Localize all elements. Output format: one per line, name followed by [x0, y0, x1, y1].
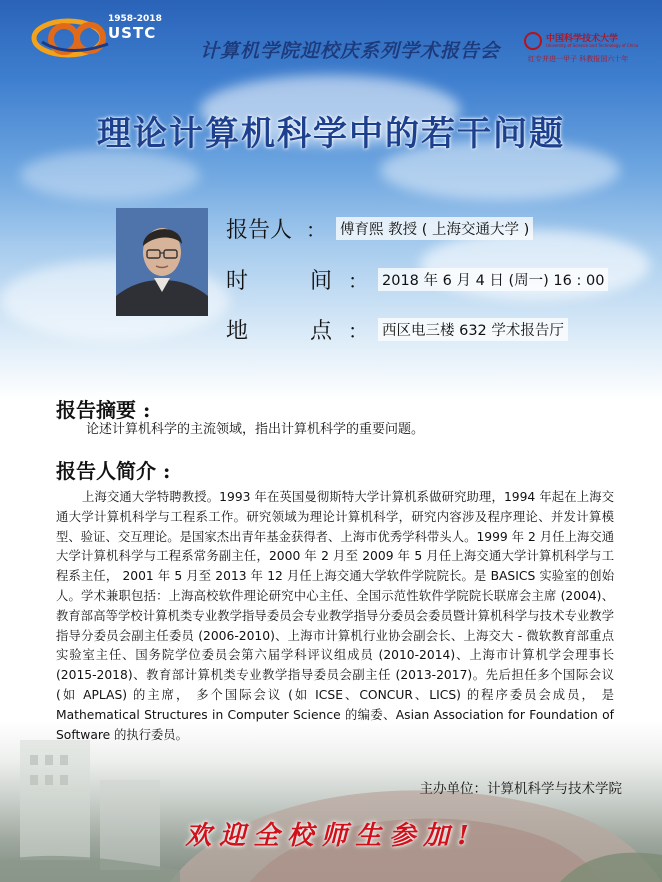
- time-label: 时 间: [226, 268, 348, 294]
- ustc-logo: [524, 28, 656, 68]
- ustc-seal-icon: [524, 32, 542, 50]
- bio-heading: 报告人简介 :: [56, 459, 171, 483]
- lecture-title: 理论计算机科学中的若干问题: [97, 114, 565, 154]
- speaker-photo: [116, 208, 208, 316]
- bio-text: 上海交通大学特聘教授。1993 年在英国曼彻斯特大学计算机系做研究助理，1994 年起在上海交通大学计算机科学与工程系工作。研究领域为理论计算机科学，研究内容涉及程序理论、并发计算模型、验证、交互理论。是国家杰出青年基金获得者、上海市优秀学科带头人。1999 年 2 月任上海交通大学计算机科学与工程系常务副主任，2000 年 2 月至 2009 年 5 月任上海交通大学计算机科学与工程系主任， 2001 年 5 月至 2013 年 12 月任上海交通大学软件学院院长。是 BASICS 实验室的创始人。学术兼职包括：上海高校软件理论研究中心主任、全国示范性软件学院院长联席会主席 (2004)、教育部高等学校计算机类专业教学指导委员会专业教学指导分委员会委员暨计算机科学与技术专业教学指导分委员会副主任委员 (2006-2010)、上海市计算机行业协会副会长、上海交大 - 微软教育部重点实验室主任、国务院学位委员会第六届学科评议组成员 (2010-2014)、上海市计算机学会理事长 (2015-2018)、教育部计算机类专业教学指导委员会副主任 (2013-2017)。先后担任多个国际会议 (如 APLAS) 的主席， 多个国际会议 (如 ICSE、CONCUR、LICS) 的程序委员会成员， 是 Mathematical Structures in Computer Science 的编委、Asian Association for Foundation of Software 的执行委员。: [56, 490, 614, 742]
- speaker-value: 傅育熙 教授 ( 上海交通大学 ): [336, 217, 533, 240]
- ustc-name-en: University of Science and Technology of China: [546, 43, 639, 48]
- place-row: [226, 314, 568, 344]
- speaker-label: 报告人: [226, 217, 293, 243]
- colon: ：: [348, 268, 368, 293]
- speaker-row: [226, 213, 533, 243]
- colon: ：: [348, 318, 368, 343]
- welcome-slogan: 欢迎全校师生参加!: [185, 821, 477, 851]
- time-value: 2018 年 6 月 4 日 (周一) 16 : 00: [378, 268, 608, 291]
- colon: ：: [306, 217, 327, 242]
- portrait-photo-icon: [116, 208, 208, 316]
- time-row: [226, 264, 608, 294]
- abstract-heading: 报告摘要 :: [56, 398, 151, 422]
- place-label: 地 点: [226, 318, 348, 344]
- place-value: 西区电三楼 632 学术报告厅: [378, 318, 568, 341]
- ustc-motto: 红专并进一甲子 科教报国六十年: [528, 55, 629, 63]
- organizer: 主办单位：计算机科学与技术学院: [419, 781, 622, 797]
- series-title: 计算机学院迎校庆系列学术报告会: [199, 40, 500, 62]
- abstract-text: 论述计算机科学的主流领域，指出计算机科学的重要问题。: [86, 422, 425, 437]
- ustc-logo-text: USTC: [108, 24, 157, 42]
- ustc-name: 中国科学技术大学: [546, 34, 619, 44]
- cloud: [20, 150, 200, 200]
- ustc-logo-years: 1958-2018: [108, 14, 162, 24]
